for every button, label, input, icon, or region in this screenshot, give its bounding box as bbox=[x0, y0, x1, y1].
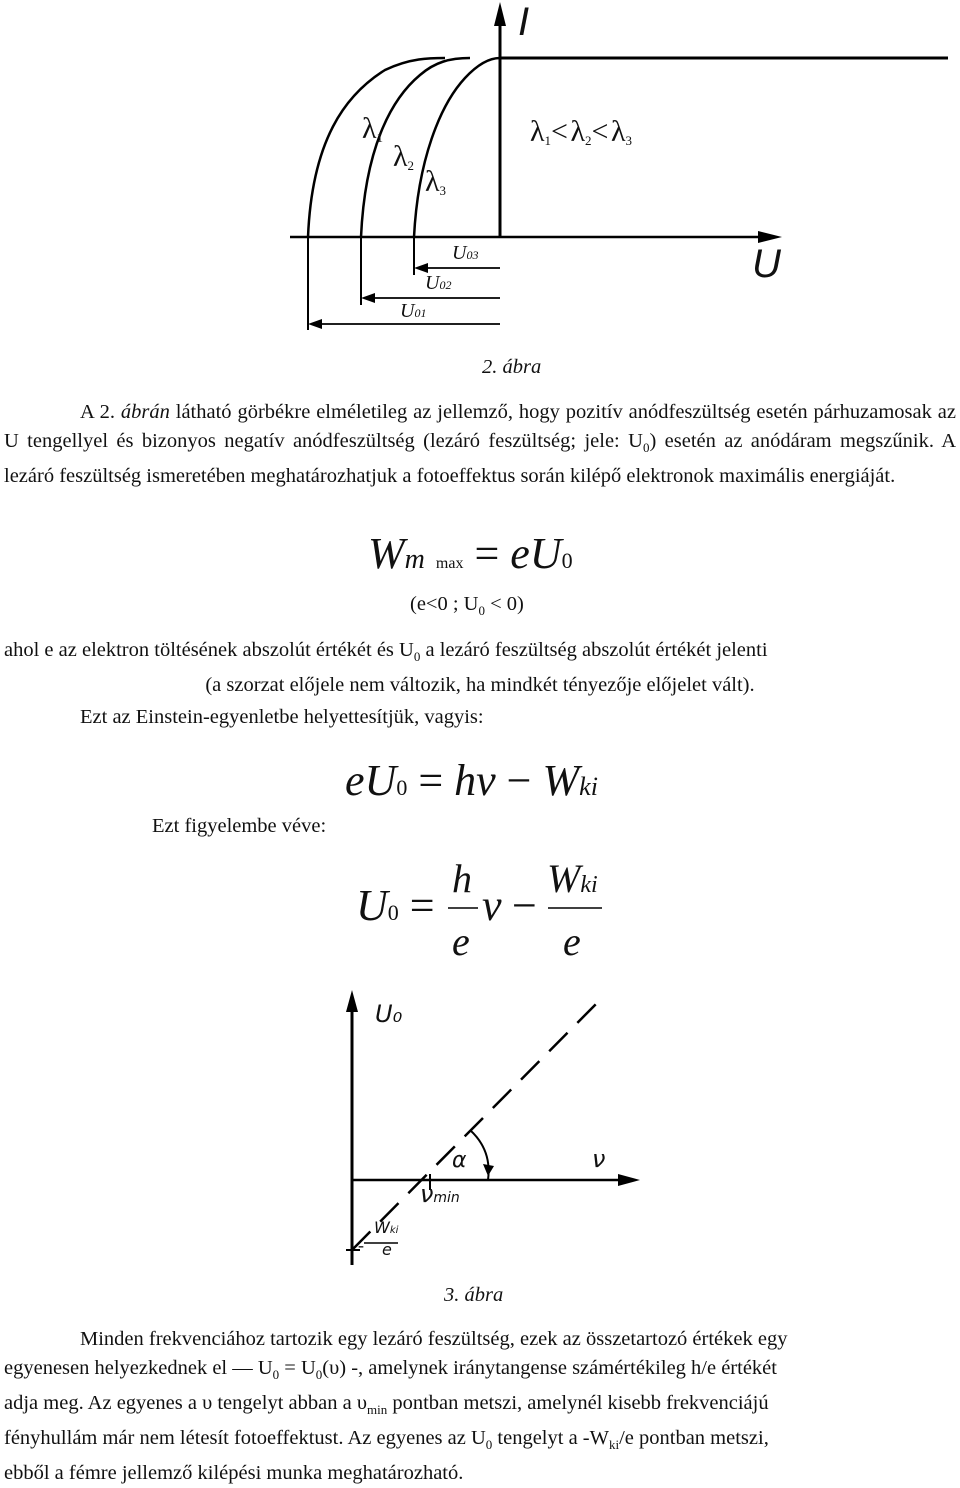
eq3-nu: ν bbox=[482, 881, 502, 930]
fraction-h-numerator: h bbox=[452, 856, 472, 901]
nu-axis-arrow bbox=[618, 1174, 640, 1186]
paragraph-1: A 2. ábrán látható görbékre elméletileg az jellemző, hogy pozitív anódfeszültség esetén párhuzamosak az U tengellyel és bizonyos negatív anódfeszültség (lezáró feszültség; jele: $U_0$) esetén az anódáram megszűnik. A lezáró feszültség ismeretében meghatározhatjuk a fotoeffektus során kilépő elektronok maximális energiáját. bbox=[4, 401, 956, 488]
eq3-minus: − bbox=[512, 881, 537, 930]
u01-label: U01 bbox=[400, 300, 427, 322]
i-axis-label: I bbox=[518, 0, 530, 44]
paragraph-3: Ezt az Einstein-egyenletbe helyettesítjük, vagyis: bbox=[80, 706, 484, 728]
paragraph-2: ahol e az elektron töltésének abszolút értékét és $U_0$ a lezáró feszültség abszolút értékét jelenti (a szorzat előjele nem változik, ha mindkét tényezője előjelet vált). bbox=[4, 639, 768, 697]
figure-3-caption: 3. ábra bbox=[444, 1284, 504, 1306]
wki-label: Wki bbox=[374, 1218, 399, 1237]
u0-axis-label: U₀ bbox=[375, 1000, 403, 1028]
minus-sign: - bbox=[358, 1235, 364, 1255]
lambda-1-label: $\lambda_1$ bbox=[362, 112, 384, 145]
alpha-arc bbox=[470, 1130, 489, 1180]
u03-label: U03 bbox=[452, 242, 479, 264]
curve-lambda-3 bbox=[414, 58, 500, 237]
numin-label: νmin bbox=[420, 1180, 460, 1208]
equation-u0-left: U0 = bbox=[356, 881, 435, 930]
u0-nu-line bbox=[352, 1000, 600, 1250]
lambda-2-label: $\lambda_2$ bbox=[393, 140, 415, 173]
i-axis-arrow bbox=[494, 2, 506, 26]
fraction-h-denominator: e bbox=[452, 919, 470, 964]
u0-axis-arrow bbox=[346, 990, 358, 1012]
u02-label: U02 bbox=[425, 272, 452, 294]
u-axis-label: U bbox=[752, 242, 781, 286]
figure-2-caption: 2. ábra bbox=[482, 356, 542, 378]
lambda-relation: $\lambda_1<$ $\lambda_2<$ $\lambda_3$ bbox=[530, 115, 633, 148]
fraction-w-numerator: Wki bbox=[547, 856, 598, 901]
equation-wmax: Wm max = eU0 bbox=[368, 529, 573, 578]
equation-einstein: eU0 = hν − Wki bbox=[345, 756, 598, 805]
fraction-w-denominator: e bbox=[563, 919, 581, 964]
nu-axis-label: ν bbox=[592, 1145, 606, 1173]
condition: (e<0 ; $U_0 < 0$) bbox=[410, 593, 524, 619]
alpha-label: α bbox=[452, 1148, 467, 1173]
paragraph-5: Minden frekvenciához tartozik egy lezáró feszültség, ezek az összetartozó értékek egy egyenesen helyezkednek el — $U_0 = U_0(\upsilon)$ -, amelynek iránytangense számértékileg h/e értékét adja meg. Az egyenes a υ tengelyt abban a $\upsilon_{min}$ pontban metszi, amelynél kisebb frekvenciájú fényhullám már nem létesít fotoeffektust. Az egyenes az $U_0$ tengelyt a $-W_{ki}/e$ pontban metszi, ebből a fémre jellemző kilépési munka meghatározható. bbox=[4, 1328, 788, 1485]
paragraph-4: Ezt figyelembe véve: bbox=[152, 815, 327, 837]
wki-den-label: e bbox=[382, 1240, 392, 1259]
lambda-3-label: $\lambda_3$ bbox=[425, 165, 447, 198]
